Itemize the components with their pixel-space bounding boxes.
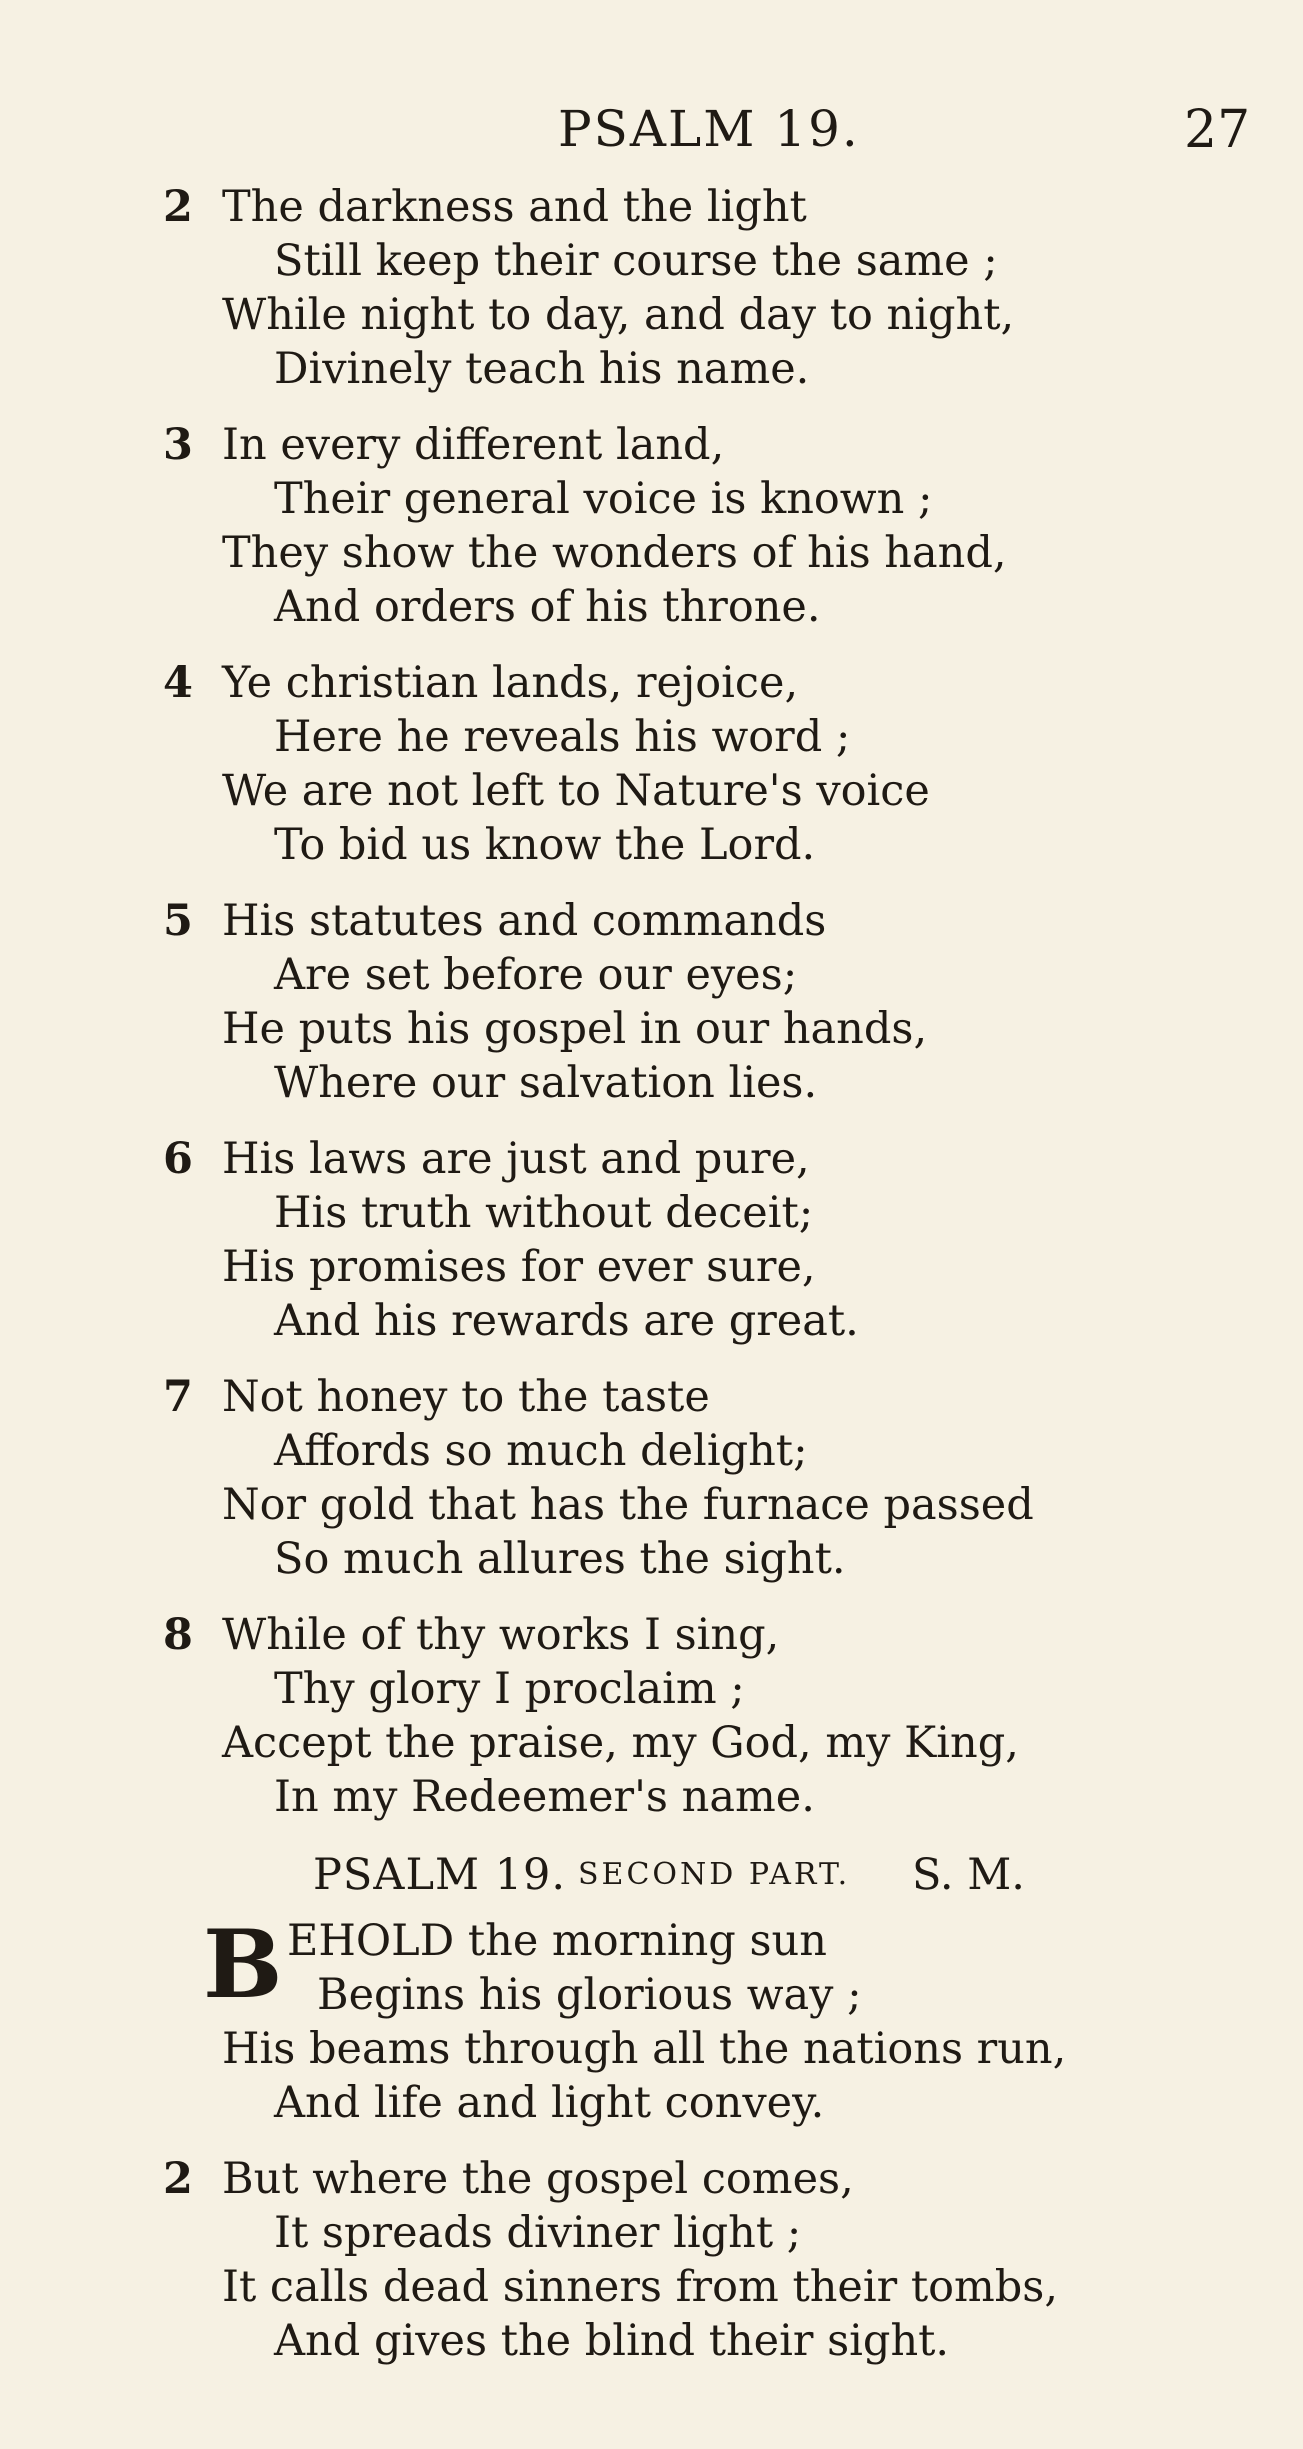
stanza-5 [160, 894, 1280, 1110]
verse-line: EHOLD the morning sun [287, 1916, 827, 1966]
verse-line: In my Redeemer's name. [274, 1772, 815, 1822]
verse-line: We are not left to Nature's voice [222, 766, 930, 816]
verse-line: 4 Ye christian lands, rejoice, [163, 658, 799, 708]
verse-line: Accept the praise, my God, my King, [222, 1718, 1019, 1768]
stanza-4 [160, 656, 1280, 872]
page-number: 27 [1184, 100, 1251, 160]
section-heading [160, 1846, 1280, 1904]
verse-line: They show the wonders of his hand, [222, 528, 1007, 578]
verse-line: Are set before our eyes; [274, 950, 798, 1000]
stanza-7 [160, 1370, 1280, 1586]
verse-line: It spreads diviner light ; [274, 2208, 802, 2258]
stanza-1-part2 [160, 1910, 1280, 2130]
stanza-number: 4 [163, 658, 193, 708]
verse-line: Nor gold that has the furnace passed [222, 1480, 1034, 1530]
verse-line: 3 In every different land, [163, 420, 725, 470]
verse-line: 5 His statutes and commands [163, 896, 827, 946]
verse-line: His truth without deceit; [274, 1188, 814, 1238]
stanza-number: 6 [163, 1134, 193, 1184]
verse-line: 7 Not honey to the taste [163, 1372, 710, 1422]
verse-line: To bid us know the Lord. [274, 820, 816, 870]
stanza-number: 8 [163, 1610, 193, 1660]
stanza-number: 5 [163, 896, 193, 946]
verse-line: His beams through all the nations run, [222, 2024, 1067, 2074]
verse-line: Here he reveals his word ; [274, 712, 851, 762]
section-meter: S. M. [912, 1850, 1025, 1900]
verse-line: 6 His laws are just and pure, [163, 1134, 810, 1184]
stanza-2-part2 [160, 2152, 1280, 2368]
verse-line: Divinely teach his name. [274, 344, 810, 394]
stanza-number: 7 [163, 1372, 193, 1422]
verse-line: Affords so much delight; [274, 1426, 808, 1476]
verse-line: Where our salvation lies. [274, 1058, 818, 1108]
page-header [0, 100, 1303, 170]
verse-line: And life and light convey. [274, 2078, 825, 2128]
verse-line: And his rewards are great. [274, 1296, 859, 1346]
verse-line: He puts his gospel in our hands, [222, 1004, 928, 1054]
verse-line: Their general voice is known ; [274, 474, 933, 524]
verse-line: While night to day, and day to night, [222, 290, 1015, 340]
running-title: PSALM 19. [558, 100, 860, 158]
section-part: SECOND PART. [578, 1857, 851, 1892]
verse-line: Begins his glorious way ; [317, 1970, 862, 2020]
verse-line: And gives the blind their sight. [274, 2316, 950, 2366]
verse-line: 2 But where the gospel comes, [163, 2154, 854, 2204]
verse-line: And orders of his throne. [274, 582, 821, 632]
stanza-number: 2 [163, 2154, 193, 2204]
stanza-number: 3 [163, 420, 193, 470]
stanza-6 [160, 1132, 1280, 1348]
stanza-number: 2 [163, 182, 193, 232]
stanza-8 [160, 1608, 1280, 1824]
hymn-text [160, 180, 1280, 2390]
verse-line: 2 The darkness and the light [163, 182, 807, 232]
verse-line: 8 While of thy works I sing, [163, 1610, 780, 1660]
verse-line: So much allures the sight. [274, 1534, 846, 1584]
verse-line: Thy glory I proclaim ; [274, 1664, 745, 1714]
drop-cap: B [203, 1910, 283, 2020]
verse-line: His promises for ever sure, [222, 1242, 816, 1292]
stanza-3 [160, 418, 1280, 634]
verse-line: It calls dead sinners from their tombs, [222, 2262, 1059, 2312]
verse-line: Still keep their course the same ; [274, 236, 998, 286]
section-title: PSALM 19. [313, 1850, 567, 1900]
stanza-2 [160, 180, 1280, 396]
